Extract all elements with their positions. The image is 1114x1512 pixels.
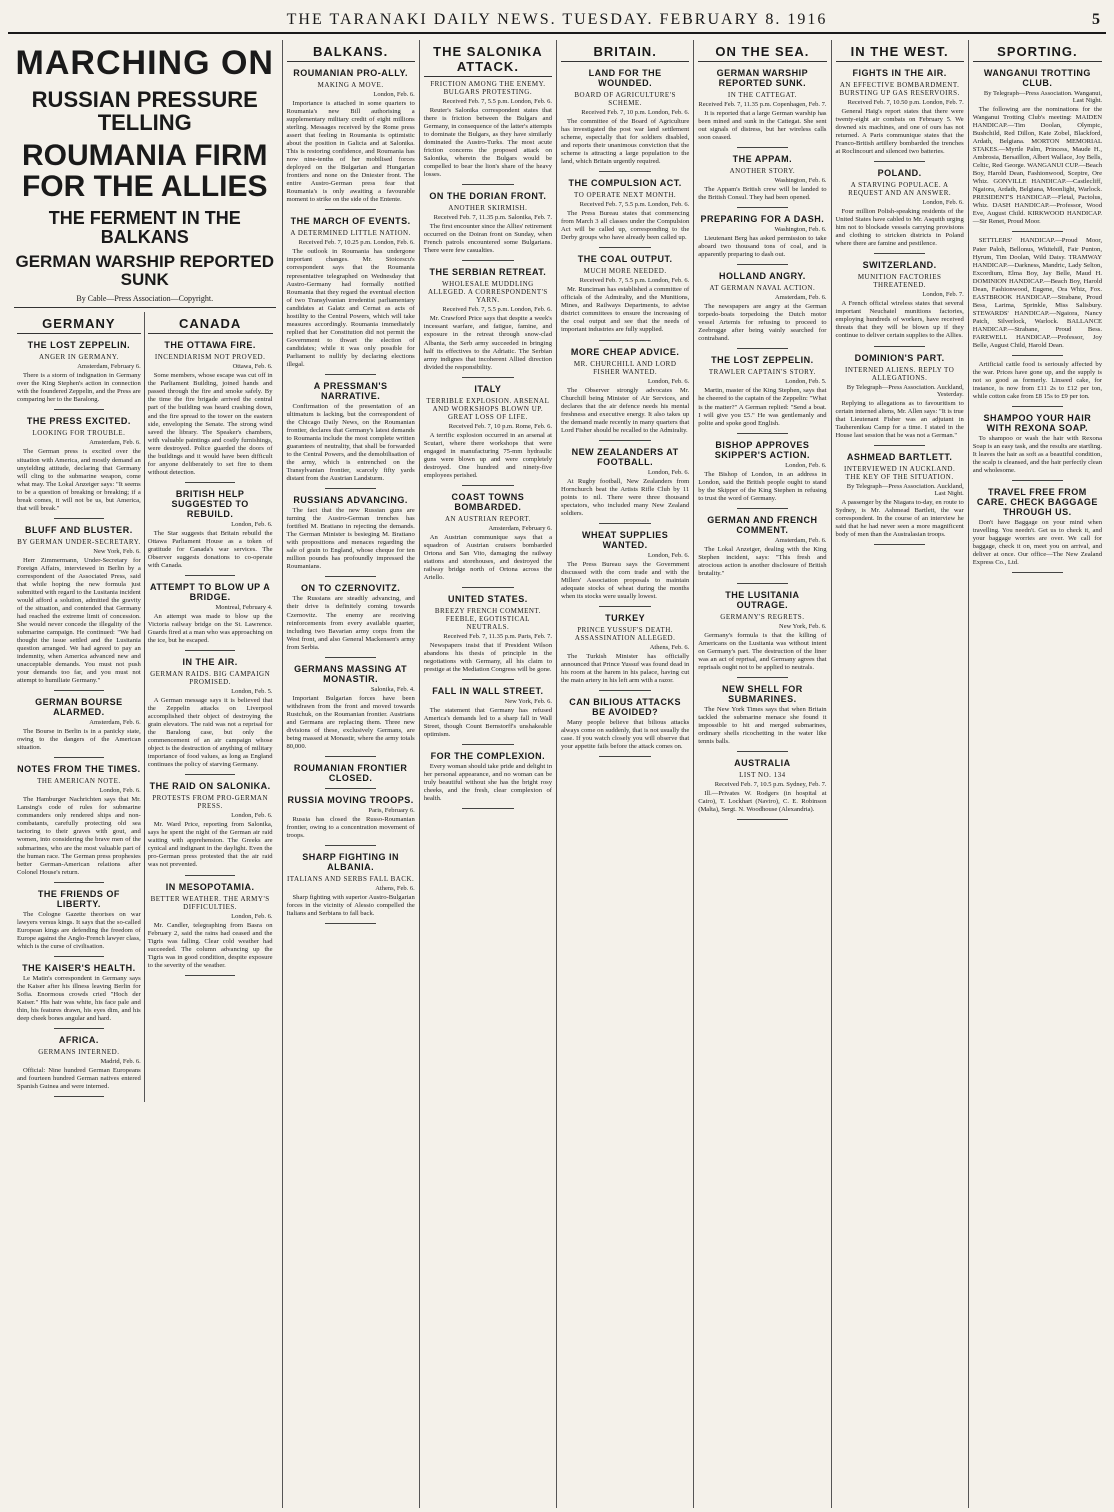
story-text: Some members, whose escape was cut off in the Parliament Building, joined hands and passed through the fire and smoke safely. By the time the fire brigade arrived the central part of the building was heard crashing down, and the fire spread to the tower on the eastern side, enveloping the Senate. The strong wind saved the library. The Speaker's chambers, with valuable paintings and costly furnishings, were destroyed. Police guarded the doors of the buildings and it would have been difficult for anyone deliberately to set fire to them without detection. — [147, 372, 273, 476]
dateline: Salonika, Feb. 4. — [370, 685, 415, 693]
germany-column — [14, 312, 145, 1102]
section-title: SHARP FIGHTING IN ALBANIA. — [302, 851, 400, 872]
story-text: Mr. Candler, telegraphing from Basra on February 2, said the rains had ceased and the Tigris was falling. Clear cold weather had succeeded. The column advancing up the Tigris was in good condition, despite exposure to the severity of the weather. — [147, 921, 273, 969]
section-subtitle: A STARVING POPULACE. A REQUEST AND AN ANSWER. — [848, 181, 952, 198]
dateline: Amsterdam, Feb. 6. — [775, 294, 827, 302]
story-text: The first encounter since the Allies' retirement occurred on the Doiran front on Sunday, when French patrols encountered some Bulgarians. There were few casualties. — [423, 223, 552, 255]
section-title: TURKEY — [605, 613, 646, 623]
column-britain — [557, 40, 694, 1508]
dateline: Received Feb. 7, 11.35 p.m. Copenhagen, Feb. 7. — [698, 101, 827, 108]
column-balkans — [283, 40, 420, 1508]
dateline: Amsterdam, February 6. — [488, 524, 552, 532]
section-title: RUSSIA MOVING TROOPS. — [287, 794, 414, 805]
section-title: GERMAN AND FRENCH COMMENT. — [707, 514, 818, 535]
section-subtitle: GERMANY'S REGRETS. — [720, 612, 805, 621]
section-subtitle: TO OPERATE NEXT MONTH. — [574, 191, 677, 200]
byline: By Cable—Press Association—Copyright. — [76, 294, 214, 304]
dateline: Received Feb. 7, 10 p.m. London, Feb. 6. — [581, 109, 690, 116]
dateline: Amsterdam, February 6. — [77, 363, 141, 371]
story-text: The statement that Germany has refused America's demands led to a sharp fall in Wall Street, though Count Bernstorff's unshakeable optimism. — [423, 707, 552, 739]
column-heading: THE SALONIKA ATTACK. — [424, 44, 552, 77]
section-title: THE PRESS EXCITED. — [26, 416, 131, 427]
column-on-the-sea — [694, 40, 831, 1508]
section-title: IN THE AIR. — [182, 657, 238, 668]
section-subtitle: GERMANS INTERNED. — [38, 1047, 120, 1056]
section-title: ROUMANIAN FRONTIER CLOSED. — [293, 762, 408, 783]
section-title: A PRESSMAN'S NARRATIVE. — [313, 380, 388, 401]
section-title: THE LUSITANIA OUTRAGE. — [725, 589, 800, 610]
story-text: Newspapers insist that if President Wilson abandons his thesis of principle in the negotiations with Germany, all his claim to prestige at the Mediation Congress will be gone. — [423, 642, 552, 674]
section-title: HOLLAND ANGRY. — [718, 271, 806, 282]
section-title: COAST TOWNS BOMBARDED. — [451, 491, 525, 512]
story-text: Many people believe that bilious attacks always come on suddenly, that is not usually the case. If you watch closely you will observe that your appetite fails before the attack comes on. — [561, 719, 690, 751]
lead-subcolumns — [14, 312, 276, 1102]
story-text: An Austrian communique says that a squadron of Austrian cruisers bombarded Ortona and San Vito, damaging the railway stations and storehouses, and destroyed the railway bridge north of Ortona across the Ariello. — [423, 533, 552, 581]
banner-headline-2: RUSSIAN PRESSURE TELLING — [31, 86, 258, 135]
dateline: Received Feb. 7, 5.5 p.m. London, Feb. 6. — [442, 306, 552, 314]
section-subtitle: TERRIBLE EXPLOSION. ARSENAL AND WORKSHOPS BLOWN UP. GREAT LOSS OF LIFE. — [426, 396, 550, 421]
story-text: Replying to allegations as to favouritism to certain interned aliens, Mr. Allen says: "It is true that Lieutenant Fisher was an adjutant in Tauherenikau Camp for a time. I stated in the House last session that he was not a German." — [835, 399, 964, 439]
dateline: London, Feb. 6. — [231, 812, 273, 820]
section-title: THE COAL OUTPUT. — [577, 254, 673, 265]
dateline: London, Feb. 6. — [373, 91, 415, 98]
dateline: Washington, Feb. 6. — [774, 177, 827, 185]
section-title: THE SERBIAN RETREAT. — [429, 267, 547, 278]
section-subtitle: AT GERMAN NAVAL ACTION. — [709, 284, 816, 293]
banner-headline-1: MARCHING ON — [15, 44, 274, 82]
section-subtitle: INCENDIARISM NOT PROVED. — [154, 353, 266, 362]
section-title: NOTES FROM THE TIMES. — [17, 764, 141, 775]
story-text: An attempt was made to blow up the Victoria railway bridge on the St. Lawrence. Guards fired at a man who was approaching on the ice, but he escaped. — [147, 612, 273, 644]
story-text: The fact that the new Russian guns are turning the Austro-German trenches has fortified M. Bratiano in rejecting the demands. The German Minister is besieging M. Bratiano with propositions and menaces regarding the sale of grain to England, whose cheque for ten million pounds has profoundly impressed the Roumanians. — [286, 507, 415, 571]
canada-heading: CANADA — [148, 316, 273, 334]
section-title: LAND FOR THE WOUNDED. — [588, 68, 662, 88]
section-subtitle: MUCH MORE NEEDED. — [583, 267, 667, 276]
section-title: BISHOP APPROVES SKIPPER'S ACTION. — [714, 439, 811, 460]
canada-column — [145, 312, 276, 1102]
dateline: Montreal, February 4. — [215, 603, 273, 611]
section-subtitle: ITALIANS AND SERBS FALL BACK. — [286, 874, 415, 883]
story-text: The committee of the Board of Agriculture has investigated the post war land settlement scheme, especially that for soldiers disabled, and reports their unanimous conviction that the scheme is attracting a large population to the land, which Britain urgently required. — [561, 118, 690, 166]
section-title: FALL IN WALL STREET. — [432, 686, 544, 697]
dateline: Ottawa, Feb. 6. — [232, 363, 273, 371]
story-text: Official: Nine hundred German Europeans and fourteen hundred German natives entered Spanish Guinea and were interned. — [17, 1066, 141, 1091]
dateline: Received Feb. 7, 5.5 p.m. London, Feb. 6. — [442, 98, 552, 105]
section-title: BLUFF AND BLUSTER. — [25, 524, 133, 535]
dateline: Received Feb. 7, 10.25 p.m. London, Feb. 6. — [298, 239, 415, 247]
story-text: A French official wireless states that several important Neuchatel munitions factories, employing hundreds of workers, have received threats that they will be blown up if they continue to deliver certain supplies to the Allies. — [835, 300, 964, 340]
story-text: Reuter's Salonika correspondent states that there is friction between the Bulgars and Germany, in consequence of the latter's attempts to dominate the Bulgars, as they have similarly dominated the Austro-Turks. The most acute friction concerns the proposed attack on Salonika, wherein the Bulgars would be compelled to bear the lion's share of the heavy losses. — [423, 107, 552, 179]
section-subtitle: BOARD OF AGRICULTURE'S SCHEME. — [574, 91, 676, 107]
story-text: Ill.—Privates W. Rodgers (in hospital at Cairo), T. Lockhart (Naviro), C. E. Robinson (Malta), Sergt. N. Woodhouse (Alexandria). — [698, 790, 827, 814]
section-title: SWITZERLAND. — [862, 260, 937, 271]
column-heading: SPORTING. — [973, 44, 1102, 62]
story-text: Every woman should take pride and delight in her personal appearance, and no woman can be truly beautiful without she has the bright rosy cheeks, and the fresh, clear complexion of health. — [423, 763, 552, 803]
germany-heading: GERMANY — [17, 316, 141, 334]
dateline: London, Feb. 5. — [231, 688, 273, 696]
dateline: Received Feb. 7, 10.5 p.m. Sydney, Feb. 7. — [714, 781, 827, 789]
section-title: THE FRIENDS OF LIBERTY. — [37, 888, 120, 909]
section-title: ROUMANIAN PRO-ALLY. — [293, 68, 408, 78]
section-title: ITALY — [474, 383, 502, 394]
section-subtitle: IN THE CATTEGAT. — [727, 91, 797, 99]
dateline: Received Feb. 7, 5.5 p.m. London, Feb. 6. — [579, 277, 690, 285]
section-subtitle: ANOTHER STORY. — [729, 167, 796, 176]
section-title: MORE CHEAP ADVICE. — [570, 346, 680, 357]
section-subtitle: GERMAN RAIDS. BIG CAMPAIGN PROMISED. — [150, 670, 271, 687]
story-text: A terrific explosion occurred in an arsenal at Scutari, where there workshops that were engaged in manufacturing 75-mm hydraulic guns were blown up and were completely destroyed. One hundred and ninety-five employees perished. — [423, 431, 552, 479]
story-text: To shampoo or wash the hair with Rexona Soap is an easy task, and the results are startling. It leaves the hair as soft as a beautiful condition, the scalp is cleansed, and the hair perfectly clean and wholesome. — [972, 435, 1102, 475]
story-text: Confirmation of the presentation of an ultimatum is lacking, but the correspondent of the Chicago Daily News, on the Roumanian frontier, declares that Germany's latest demands to Roumania include the most complete written guarantees of neutrality, that shall be forwarded to the Central Powers, and the demobilisation of the army, which is entrenched on the Transylvanian frontier, scarcely fifty yards distant from the Austrian Landsturm. — [286, 402, 415, 483]
section-subtitle: ANGER IN GERMANY. — [39, 353, 119, 362]
dateline: London, Feb. 6. — [231, 912, 273, 920]
section-subtitle: MAKING A MOVE. — [317, 81, 384, 89]
column-heading: IN THE WEST. — [836, 44, 964, 62]
dateline: London, Feb. 6. — [647, 377, 690, 385]
dateline: London, Feb. 6. — [231, 520, 273, 528]
section-title: THE OTTAWA FIRE. — [164, 340, 256, 351]
section-title: ATTEMPT TO BLOW UP A BRIDGE. — [150, 581, 271, 602]
dateline: Received Feb. 7, 10 p.m. Rome, Feb. 6. — [448, 422, 552, 430]
dateline: London, Feb. 6. — [647, 551, 690, 559]
story-text: At Rugby football, New Zealanders from Hornchurch beat the Artists Rifle Club by 11 points to nil. There were three thousand spectators, who included many New Zealand soldiers. — [561, 477, 690, 517]
section-title: THE COMPULSION ACT. — [568, 178, 682, 189]
dateline: New York, Feb. 6. — [93, 547, 141, 555]
column-heading: ON THE SEA. — [698, 44, 826, 62]
story-text: The Cologne Gazette theorises on war lawyers versus kings. It says that the so-called European kings are defending the freedom of Europe against the Anglo-French lawyer class, which is the curse of civilisation. — [17, 910, 141, 950]
dateline: Received Feb. 7, 5.5 p.m. London, Feb. 6. — [579, 201, 690, 209]
story-text: The Press Bureau states that commencing from March 3 all classes under the Compulsion Act will be called up, corresponding to the Derby groups who have already been called up. — [561, 210, 690, 242]
story-text: General Haig's report states that there were twenty-eight air combats on February 5. We downed six machines, and one of ours has not returned. A Paris communique states that the Franco-British artillery bombarded the trenches at Roclincourt and silenced two batteries. — [835, 108, 964, 156]
story-text: SETTLERS' HANDICAP.—Proud Moor, Pater Paloh, Bellonus, Whitehill, Fair Punton, Hyrum, Tim Doolan, Wild Daisy. TRAMWAY HANDICAP.—Darkness, Mandric, Lady Selton, Excordium, Elma Boy, Jay Belle, Maud H. DOMINION HANDICAP.—Beach Boy, Harold Dean, Fashionwood, Eugene, Ora Whiz, Fox. EASTBROOK HANDICAP.—Strabane, Proud Bess, Larima, Sprinkle, Miss Salisbury. STEWARDS' HANDICAP.—Ngaiora, Nancy Patch, Silverlock, Warlock. BALLANCE HANDICAP.—Strabane, Proud Bess. FAREWELL HANDICAP.—Professor, Joy Belle, August Child, Harold Dean. — [972, 237, 1102, 349]
story-text: Artificial cattle food is seriously affected by the war. Prices have gone up, and the supply is not so good as formerly. Linseed cake, for instance, is now from £11 2s to £12 per ton, while cotton cake from £8 15s to £9 per ton. — [972, 360, 1102, 401]
section-title: RUSSIANS ADVANCING. — [293, 495, 408, 506]
section-title: THE APPAM. — [732, 154, 793, 165]
section-subtitle: INTERNED ALIENS. REPLY TO ALLEGATIONS. — [844, 365, 955, 382]
story-text: The Observer strongly advocates Mr. Churchill being Minister of Air Services, and declares that the air defence needs his mental freshness and executive energy. It also takes up the demand made recently in many quarters that Lord Fisher should be recalled to the Admiralty. — [561, 386, 690, 434]
story-text: A German message says it is believed that the Zeppelin attacks on Liverpool accomplished their object of destroying the grain elevators. The raid was not a reprisal for the Baralong case, but only the commencement of an air campaign whose object is the destruction of anything of military importance of food values, as long as England continues the policy of starving Germany. — [147, 697, 273, 769]
dateline: Madrid, Feb. 6. — [100, 1057, 141, 1065]
dateline: London, Feb. 7. — [922, 291, 964, 299]
section-subtitle: PROTESTS FROM PRO-GERMAN PRESS. — [152, 794, 269, 811]
story-text: Russia has closed the Russo-Roumanian frontier, owing to a concentration movement of troops. — [286, 815, 415, 839]
section-subtitle: BY GERMAN UNDER-SECRETARY. — [17, 537, 141, 546]
story-text: Importance is attached in some quarters to Roumania's new Bill authorising a supplementary military credit of eight millions sterling. Messages received by the Rome press assert that feeling in Roumania is optimistic about the position in Galicia and at Salonika. This is restoring confidence, and Roumania has now nine-tenths of her mobilised forces deployed on the Bulgarian and Hungarian frontiers and none on the Dniester front. The entire Austro-German press fear that Roumania's is only awaiting a favourable moment to strike on the side of the Entente. — [286, 100, 415, 204]
section-title: BRITISH HELP SUGGESTED TO REBUILD. — [171, 488, 249, 519]
dateline: Athens, Feb. 6. — [649, 644, 690, 651]
section-subtitle: AN AUSTRIAN REPORT. — [444, 514, 531, 523]
section-subtitle: LIST NO. 134 — [739, 771, 786, 780]
story-text: A passenger by the Niagara to-day, en route to Sydney, is Mr. Ashmead Bartlett, the war correspondent. In the course of an interview he said that he had never seen a more magnificent body of men than the Australasian troops. — [835, 498, 964, 538]
section-title: NEW ZEALANDERS AT FOOTBALL. — [571, 446, 679, 467]
dateline: Amsterdam, Feb. 6. — [89, 439, 141, 447]
story-text: The Bourse in Berlin is in a panicky state, owing to the dangers of the American situation. — [17, 728, 141, 752]
section-title: SHAMPOO YOUR HAIR WITH REXONA SOAP. — [983, 413, 1092, 434]
section-title: DOMINION'S PART. — [854, 352, 945, 363]
section-title: GERMAN BOURSE ALARMED. — [35, 697, 123, 718]
story-text: Mr. Crawford Price says that despite a week's incessant warfare, and fatigue, famine, and exposure in the retreat through snow-clad Albania, the Serb army succeeded in bringing half its effectives to the Adriatic. The Serbian army indignes that incoherent Allied direction divided the responsibility. — [423, 315, 552, 371]
section-subtitle: LOOKING FOR TROUBLE. — [32, 429, 126, 438]
section-subtitle: INTERVIEWED IN AUCKLAND. THE KEY OF THE SITUATION. — [844, 464, 956, 481]
story-text: There is a storm of indignation in Germany over the King Stephen's action in connection with the foundered Zeppelin, and the Press are comparing her to the Baralong. — [17, 372, 141, 404]
dateline: London, Feb. 6. — [922, 199, 964, 207]
column-heading: BALKANS. — [287, 44, 415, 62]
story-text: Mr. Runciman has established a committee of officials of the Admiralty, and the Munitions, Mines, and Railways Departments, to advise district committees to ensure the increasing of the coal output and see that the needs of important industries are fully supplied. — [561, 286, 690, 334]
dateline: Received Feb. 7, 10.50 p.m. London, Feb. 7. — [847, 99, 964, 106]
section-subtitle: PRINCE YUSSUF'S DEATH. ASSASSINATION ALLEGED. — [574, 626, 676, 642]
story-text: Four million Polish-speaking residents of the United States have cabled to Mr. Asquith urging him not to blockade vessels carrying provisions and clothing to stricken districts in Poland where there are famine and pestilence. — [835, 208, 964, 248]
section-title: IN MESOPOTAMIA. — [165, 881, 255, 892]
story-text: The Star suggests that Britain rebuild the Ottawa Parliament House as a token of gratitude for Canada's war services. The Observer suggests donations to co-operate with Canada. — [147, 529, 273, 569]
dateline: London, Feb. 6. — [647, 468, 690, 476]
story-text: The German press is excited over the situation with America, and mostly demand an unyielding attitude, declaring that Germany will cling to the submarine weapon, come what may. The Lokal Anzeiger says: "It seems to be a question of breaking or breaking; if a break comes, it will not be us, but America, that will break." — [17, 448, 141, 512]
dateline: Amsterdam, Feb. 6. — [775, 536, 827, 544]
page-number: 5 — [1092, 11, 1102, 28]
dateline: By Telegraph—Press Association. Auckland, Last Night. — [846, 482, 964, 497]
section-title: AUSTRALIA — [734, 758, 791, 769]
story-text: It is reported that a large German warship has been mined and sunk in the Cattegat. She sent out signals of distress, but her wireless calls soon ceased. — [698, 110, 827, 142]
story-text: Important Bulgarian forces have been withdrawn from the front and moved towards Rustchuk, on the Roumanian frontier. Austrians and Germans are replacing them. Three new divisions of these, exclusively Germans, are being massed at Monastir, where the army totals 80,000. — [286, 694, 415, 750]
section-title: FOR THE COMPLEXION. — [430, 751, 546, 762]
section-subtitle: BREEZY FRENCH COMMENT. FEEBLE, EGOTISTICAL NEUTRALS. — [434, 607, 541, 631]
section-title: ON THE DORIAN FRONT. — [429, 191, 547, 202]
section-subtitle: A DETERMINED LITTLE NATION. — [290, 229, 411, 238]
section-title: THE MARCH OF EVENTS. — [290, 216, 411, 227]
story-text: The outlook in Roumania has undergone important changes. Mr. Stoicescu's correspondent says that the Roumania representative telegraphed on Wednesday that Austro-Germany had formally notified Roumania that they regard the eventual election of two Transylvanian irredentist parliamentary candidates at Galatz and Cernat as acts of hostility to the Central Powers, which will take measures accordingly. Roumania immediately replied that her Constitution did not permit the Government to thwart the election of candidates; while it was only possible for Parliament to nullify by declaring elections illegal. — [286, 248, 415, 368]
section-title: WHEAT SUPPLIES WANTED. — [581, 529, 669, 550]
story-text: Mr. Ward Price, reporting from Salonika, says he spent the night of the German air raid waiting with apprehension. The Greeks are cynical and indignant in the daylight. Even the pro-German press protested that the air raid was not prevented. — [147, 821, 273, 869]
dateline: By Telegraph—Press Association. Wanganui, Last Night. — [983, 90, 1102, 104]
lead-column — [8, 40, 283, 1508]
column-heading: BRITAIN. — [561, 44, 689, 62]
story-text: The Press Bureau says the Government discussed with the corn trade and with the Millers' Association proposals to maintain adequate stocks of wheat during the months when its stocks were usually lowest. — [561, 560, 690, 600]
banner-headline-3: ROUMANIA FIRM FOR THE ALLIES — [21, 138, 268, 204]
story-text: The Russians are steadily advancing, and their drive is definitely coming towards Czernovitz. The enemy are receiving reinforcements from every available quarter, including two Bavarian army corps from the West front, and also General Mackensen's army from Serbia. — [286, 595, 415, 651]
dateline: New York, Feb. 6. — [779, 622, 827, 630]
newspaper-columns — [8, 40, 1106, 1508]
dateline: Washington, Feb. 6. — [774, 226, 827, 234]
section-subtitle: THE AMERICAN NOTE. — [37, 777, 121, 786]
section-title: TRAVEL FREE FROM CARE. CHECK BAGGAGE THROUGH US. — [976, 487, 1098, 518]
dateline: Athens, Feb. 6. — [375, 884, 415, 892]
story-text: Le Matin's correspondent in Germany says the Kaiser after his illness leaving Berlin for Sofia. Enormous crowds cried "Hoch der Kaiser." His hair was white, his face pale and thin, his features drawn, his eyes dim, and his deep cheek bones angular and hard. — [17, 974, 141, 1022]
column-sporting — [969, 40, 1106, 1508]
section-title: CAN BILIOUS ATTACKS BE AVOIDED? — [569, 697, 682, 718]
section-title: THE KAISER'S HEALTH. — [22, 962, 136, 973]
column-in-the-west — [832, 40, 969, 1508]
dateline: London, Feb. 6. — [785, 461, 827, 469]
section-title: GERMANS MASSING AT MONASTIR. — [294, 663, 408, 684]
section-subtitle: ANOTHER SKIRMISH. — [448, 204, 528, 213]
section-subtitle: FRICTION AMONG THE ENEMY. BULGARS PROTESTING. — [430, 80, 546, 96]
section-title: WANGANUI TROTTING CLUB. — [983, 68, 1091, 88]
section-title: ASHMEAD BARTLETT. — [846, 451, 953, 462]
story-text: Lieutenant Berg has asked permission to take aboard two thousand tons of coal, and is apparently preparing to dash out. — [698, 235, 827, 259]
story-text: The Hamburger Nachrichten says that Mr. Lansing's code of rules for submarine commanders only rendered ships and non-combatants, carefully protecting old sea tactoring to their graves with gout, and women, into considering the brave men of the submarines, who are the most valuable part of the human race. The German press prophesies better German-American relations after Colonel House's return. — [17, 796, 141, 876]
column-salonika — [420, 40, 557, 1508]
banner-headline-5: GERMAN WARSHIP REPORTED SUNK — [15, 251, 274, 289]
section-title: FIGHTS IN THE AIR. — [852, 68, 947, 78]
section-title: UNITED STATES. — [448, 594, 528, 604]
story-text: Sharp fighting with superior Austro-Bulgarian forces in the vicinity of Alessio compelled the Italians and Serbians to fall back. — [286, 893, 415, 918]
section-title: THE LOST ZEPPELIN. — [27, 340, 131, 351]
dateline: New York, Feb. 6. — [504, 698, 552, 706]
story-text: The New York Times says that when Britain tackled the submarine menace she found it impossible to hit and merged submarines, ordinary shells ricochetting in the water like tennis balls. — [698, 706, 827, 746]
story-text: The Turkish Minister has officially announced that Prince Yussuf was found dead in his room at the harem in his palace, having cut the main artery in his left arm with a razor. — [561, 653, 690, 685]
dateline: London, Feb. 5. — [785, 378, 827, 386]
section-title: THE RAID ON SALONIKA. — [149, 781, 271, 792]
section-subtitle: BETTER WEATHER. THE ARMY'S DIFFICULTIES. — [150, 894, 270, 911]
section-subtitle: TRAWLER CAPTAIN'S STORY. — [708, 368, 816, 377]
story-text: The Lokal Anzeiger, dealing with the King Stephen incident, says: "This fresh and atrocious action is another disclosure of British brutality." — [698, 545, 827, 577]
dateline: Received Feb. 7, 11.35 p.m. Paris, Feb. 7. — [443, 633, 552, 640]
masthead-title: THE TARANAKI DAILY NEWS. TUESDAY. FEBRUARY 8. 1916 — [286, 11, 828, 28]
dateline: Paris, February 6. — [368, 806, 415, 814]
story-text: Herr Zimmermann, Under-Secretary for Foreign Affairs, interviewed in Berlin by a correspondent of the Associated Press, said that while hoping the new formula just submitted with regard to the Lusitania incident would afford a solution, admitted the gravity of the situation, and contended that Germany had reached the extreme limit of concession. She would never concede the illegality of the submarine campaign. He continued: "We had thought the issue settled and the Lusitania question arranged. We had agreed to pay an indemnity, when America advanced new and unacceptable demands. You must not push your demands too far, and you must not attempt to humiliate Germany." — [17, 556, 141, 685]
section-subtitle: MUNITION FACTORIES THREATENED. — [857, 273, 942, 290]
dateline: London, Feb. 6. — [99, 787, 141, 795]
section-subtitle: WHOLESALE MUDDLING ALLEGED. A CORRESPONDENT'S YARN. — [427, 280, 548, 305]
section-title: PREPARING FOR A DASH. — [700, 214, 825, 225]
section-title: GERMAN WARSHIP REPORTED SUNK. — [716, 68, 809, 88]
story-text: Germany's formula is that the killing of Americans on the Lusitania was without intent on Germany's part. The destruction of the liner was an act of reprisal, and Germany agrees that reprisals ought not to be applied to neutrals. — [698, 631, 827, 671]
story-text: The following are the nominations for the Wanganui Trotting Club's meeting: MAIDEN HANDICAP.—Tim Doolan, Olympic, Bushchild, Red Dillon, Kate Zobel, Blackford, Ardath, Belgiana. MORTON MEMORIAL STAKES.—Myrtle Palm, Princess, Maude H., Ambrosia, Bersaillon, Albert Wallace, Joy Bells, Celtic, Red George. WANGANUI CUP.—Beach Boy, Harold Dean, Fashionwood, Sceptre, Ore Whiz. GONVILLE HANDICAP.—Castlecliff, Ngaiora, Ardath, Belgiana, Moonlight, Warlock. PRESIDENT'S HANDICAP.—Fletal, Pactolus, Whiz. DASH HANDICAP.—Professor, Wood Eve, August Child. KIRKWOOD HANDICAP.—Sir Renet, Proud Moor. — [972, 106, 1102, 226]
dateline: Received Feb. 7, 11.35 p.m. Salonika, Feb. 7. — [433, 214, 552, 222]
masthead — [8, 4, 1106, 34]
dateline: Amsterdam, Feb. 6. — [89, 719, 141, 727]
section-title: NEW SHELL FOR SUBMARINES. — [721, 684, 803, 704]
banner-headline-4: THE FERMENT IN THE BALKANS — [48, 207, 241, 247]
section-subtitle: AN EFFECTIVE BOMBARDMENT. BURSTING UP GAS RESERVOIRS. — [839, 81, 960, 97]
section-title: POLAND. — [877, 168, 922, 179]
dateline: By Telegraph—Press Association. Auckland, Yesterday. — [846, 383, 964, 398]
story-text: The Bishop of London, in an address in London, said the British people ought to stand by the Skipper of the King Stephen in refusing to trust the word of Germany. — [698, 470, 827, 502]
section-title: AFRICA. — [58, 1034, 99, 1045]
story-text: Don't have Baggage on your mind when travelling. You needn't. Get us to check it, and your baggage worries are over. We call for baggage, check it on, meet you on arrival, and deliver at once. Our office—The New Zealand Express Co., Ltd. — [972, 519, 1102, 567]
section-title: THE LOST ZEPPELIN. — [711, 355, 814, 366]
section-title: ON TO CZERNOVITZ. — [300, 583, 401, 594]
story-text: The Appam's British crew will be landed to the British Consul. They had been opened. — [698, 186, 827, 202]
section-subtitle: MR. CHURCHILL AND LORD FISHER WANTED. — [573, 359, 677, 376]
story-text: The newspapers are angry at the German torpedo-boats torpedoing the Dutch motor vessel Artemis for refusing to proceed to Zeebrugge after being vainly searched for contraband. — [698, 303, 827, 343]
story-text: Martin, master of the King Stephen, says that he cheered to the captain of the Zeppelin: "What is the matter?" A German replied: "Send a boat. I will give you £5." He was gentlemanly and polite and spoke good English. — [698, 387, 827, 427]
